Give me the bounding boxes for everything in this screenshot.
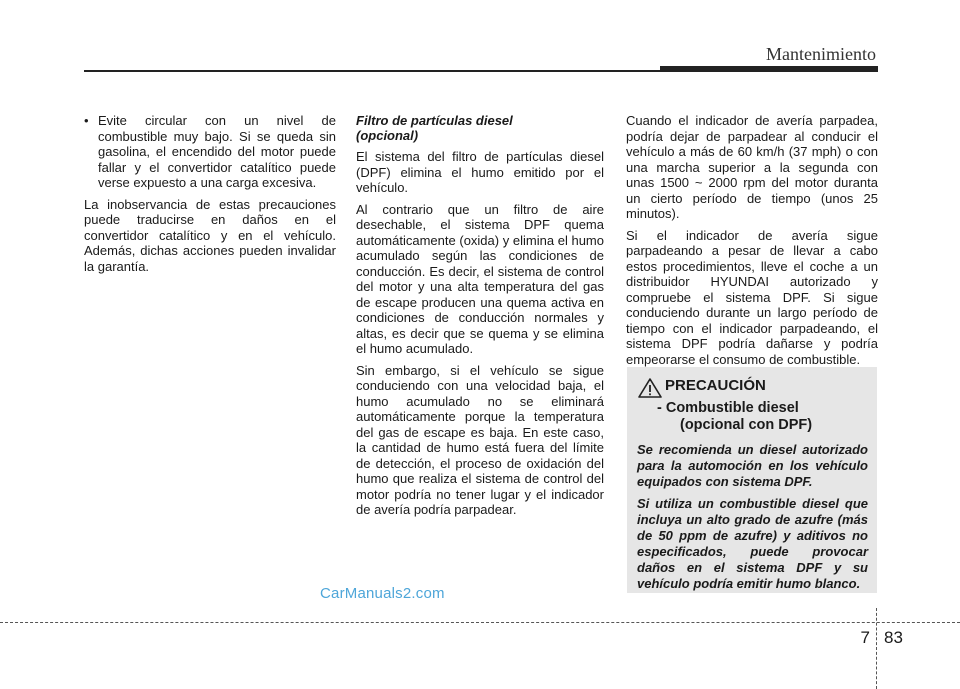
chapter-number: 7 [860,628,870,647]
bullet-dot: • [84,113,89,128]
body-paragraph: Sin embargo, si el vehículo se sigue conduciendo con una velocidad baja, el humo acumulado no se eliminará automáticamente porque la temperatura del gas de escape es baja. En este caso, la cantidad de humo está fuera del límite de detección, el proceso de oxidación del humo que realiza el sistema de control del motor podría no tener lugar y el indicador de avería podría parpadear. [356,362,604,517]
section-title: Mantenimiento [766,44,876,64]
header-rule [84,70,660,72]
body-paragraph: La inobservancia de estas precauciones puede traducirse en daños en el convertidor catalítico y en el vehículo. Además, dichas acciones pueden invalidar la garantía. [84,196,336,274]
caution-box [627,367,877,593]
caution-subtitle-2: (opcional con DPF) [680,417,813,433]
bullet-item [84,113,336,191]
subsection-heading [356,113,604,143]
caution-paragraph: Se recomienda un diesel autorizado para la automoción en los vehículo equipados con sistema DPF. [637,442,868,489]
bullet-text: Evite circular con un nivel de combustible muy bajo. Si se queda sin gasolina, el encendido del motor puede fallar y el convertidor catalítico puede verse expuesto a una carga excesiva. [98,113,336,190]
caution-header [637,377,868,399]
caution-subtitle: - Combustible diesel [657,400,799,416]
body-paragraph: Al contrario que un filtro de aire desechable, el sistema DPF quema automáticamente (oxida) y elimina el humo acumulado según las condiciones de conducción. Es decir, el sistema de control del motor y una alta temperatura del gas de escape producen una quema activa en condiciones de conducción normales y altas, es decir que se quema y se elimina el humo acumulado. [356,201,604,356]
warning-triangle-icon [637,377,663,399]
footer-rule [0,622,960,623]
column-3 [626,113,878,373]
page-number: 83 [884,628,903,647]
watermark-link[interactable]: CarManuals2.com [320,585,445,602]
body-paragraph: Si el indicador de avería sigue parpadeando a pesar de llevar a cabo estos procedimientos, lleve el coche a un distribuidor HYUNDAI autorizado y compruebe el sistema DPF. Si sigue conduciendo durante un largo período de tiempo con el indicador parpadeando, el sistema DPF podría dañarse y podría empeorarse el consumo de combustible. [626,227,878,367]
column-1 [84,113,336,280]
body-paragraph: El sistema del filtro de partículas diesel (DPF) elimina el humo emitido por el vehículo. [356,149,604,195]
body-paragraph: Cuando el indicador de avería parpadea, podría dejar de parpadear al conducir el vehículo a más de 60 km/h (37 mph) o con una marcha superior a la segunda con unas 1500 ~ 2000 rpm del motor duranta un cierto período de tiempo (unos 25 minutos). [626,113,878,221]
heading-line-2: (opcional) [356,128,419,143]
heading-line-1: Filtro de partículas diesel [356,113,513,128]
caution-title: PRECAUCIÓN [665,377,766,394]
column-2 [356,113,604,524]
caution-paragraph: Si utiliza un combustible diesel que incluya un alto grado de azufre (más de 50 ppm de azufre) y aditivos no especificados, puede provocar daños en el sistema DPF y su vehículo podría emitir humo blanco. [637,496,868,591]
header-rule-bold [660,66,878,72]
footer-divider [876,608,877,689]
